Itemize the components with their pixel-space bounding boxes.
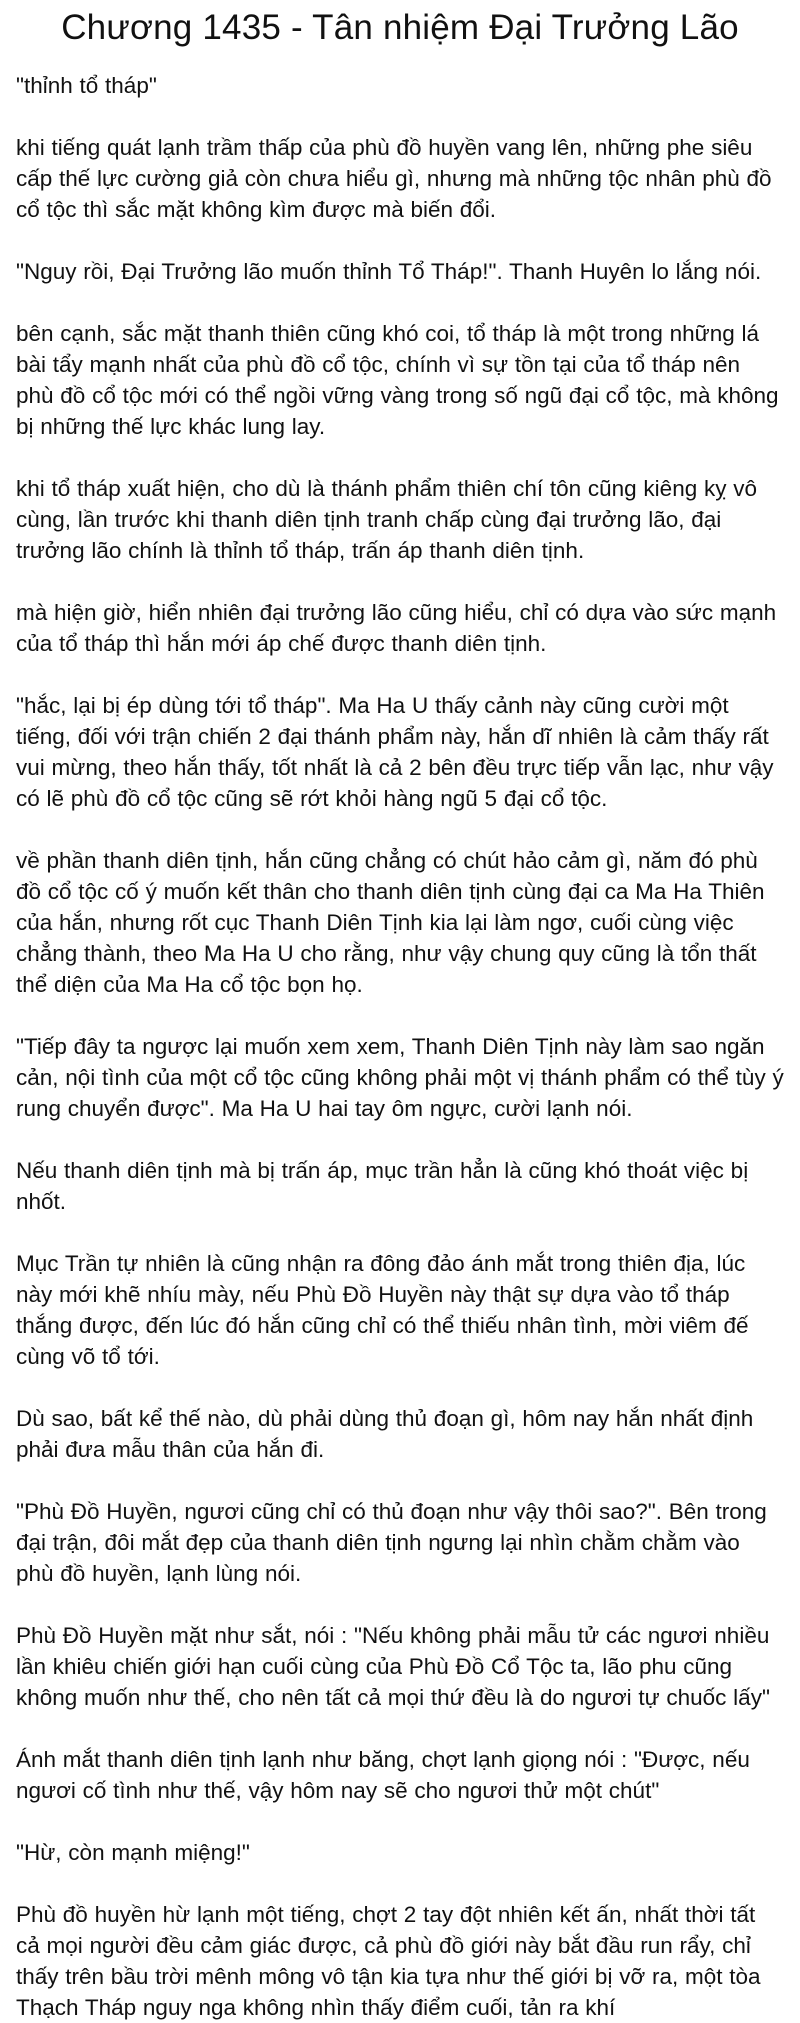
paragraph: Phù Đồ Huyền mặt như sắt, nói : "Nếu không phải mẫu tử các ngươi nhiều lần khiêu chiến giới hạn cuối cùng của Phù Đồ Cổ Tộc ta, lão phu cũng không muốn như thế, cho nên tất cả mọi thứ đều là do ngươi tự chuốc lấy" [16, 1623, 770, 1710]
chapter-title: Chương 1435 - Tân nhiệm Đại Trưởng Lão [61, 8, 739, 47]
paragraph: về phần thanh diên tịnh, hắn cũng chẳng có chút hảo cảm gì, năm đó phù đồ cổ tộc cố ý muốn kết thân cho thanh diên tịnh cùng đại ca Ma Ha Thiên của hắn, nhưng rốt cục Thanh Diên Tịnh kia lại làm ngơ, cuối cùng việc chẳng thành, theo Ma Ha U cho rằng, như vậy chung quy cũng là tổn thất thể diện của Ma Ha cổ tộc bọn họ. [16, 848, 765, 997]
paragraph: "Tiếp đây ta ngược lại muốn xem xem, Thanh Diên Tịnh này làm sao ngăn cản, nội tình của một cổ tộc cũng không phải một vị thánh phẩm có thể tùy ý rung chuyển được". Ma Ha U hai tay ôm ngực, cười lạnh nói. [16, 1034, 784, 1121]
paragraph: Dù sao, bất kể thế nào, dù phải dùng thủ đoạn gì, hôm nay hắn nhất định phải đưa mẫu thân của hắn đi. [16, 1406, 754, 1462]
paragraph: "Nguy rồi, Đại Trưởng lão muốn thỉnh Tổ Tháp!". Thanh Huyên lo lắng nói. [16, 259, 762, 284]
paragraph: "Hừ, còn mạnh miệng!" [16, 1840, 250, 1865]
chapter-content [16, 70, 784, 2023]
paragraph: bên cạnh, sắc mặt thanh thiên cũng khó coi, tổ tháp là một trong những lá bài tẩy mạnh nhất của phù đồ cổ tộc, chính vì sự tồn tại của tổ tháp nên phù đồ cổ tộc mới có thể ngồi vững vàng trong số ngũ đại cổ tộc, mà không bị những thế lực khác lung lay. [16, 321, 779, 439]
paragraph: "thỉnh tổ tháp" [16, 73, 157, 98]
paragraph: Mục Trần tự nhiên là cũng nhận ra đông đảo ánh mắt trong thiên địa, lúc này mới khẽ nhíu mày, nếu Phù Đồ Huyền này thật sự dựa vào tổ tháp thắng được, đến lúc đó hắn cũng chỉ có thể thiếu nhân tình, mời viêm đế cùng võ tổ tới. [16, 1251, 749, 1369]
paragraph: "hắc, lại bị ép dùng tới tổ tháp". Ma Ha U thấy cảnh này cũng cười một tiếng, đối với trận chiến 2 đại thánh phẩm này, hắn dĩ nhiên là cảm thấy rất vui mừng, theo hắn thấy, tốt nhất là cả 2 bên đều trực tiếp vẫn lạc, như vậy có lẽ phù đồ cổ tộc cũng sẽ rớt khỏi hàng ngũ 5 đại cổ tộc. [16, 693, 774, 811]
paragraph: mà hiện giờ, hiển nhiên đại trưởng lão cũng hiểu, chỉ có dựa vào sức mạnh của tổ tháp thì hắn mới áp chế được thanh diên tịnh. [16, 600, 777, 656]
paragraph: Ánh mắt thanh diên tịnh lạnh như băng, chợt lạnh giọng nói : "Được, nếu ngươi cố tình như thế, vậy hôm nay sẽ cho ngươi thử một chút" [16, 1747, 750, 1803]
paragraph: "Phù Đồ Huyền, ngươi cũng chỉ có thủ đoạn như vậy thôi sao?". Bên trong đại trận, đôi mắt đẹp của thanh diên tịnh ngưng lại nhìn chằm chằm vào phù đồ huyền, lạnh lùng nói. [16, 1499, 767, 1586]
paragraph: khi tổ tháp xuất hiện, cho dù là thánh phẩm thiên chí tôn cũng kiêng kỵ vô cùng, lần trước khi thanh diên tịnh tranh chấp cùng đại trưởng lão, đại trưởng lão chính là thỉnh tổ tháp, trấn áp thanh diên tịnh. [16, 476, 757, 563]
paragraph: khi tiếng quát lạnh trầm thấp của phù đồ huyền vang lên, những phe siêu cấp thế lực cường giả còn chưa hiểu gì, nhưng mà những tộc nhân phù đồ cổ tộc thì sắc mặt không kìm được mà biến đổi. [16, 135, 772, 222]
paragraph: Nếu thanh diên tịnh mà bị trấn áp, mục trần hẳn là cũng khó thoát việc bị nhốt. [16, 1158, 749, 1214]
paragraph: Phù đồ huyền hừ lạnh một tiếng, chợt 2 tay đột nhiên kết ấn, nhất thời tất cả mọi người đều cảm giác được, cả phù đồ giới này bắt đầu run rẩy, chỉ thấy trên bầu trời mênh mông vô tận kia tựa như thế giới bị vỡ ra, một tòa Thạch Tháp nguy nga không nhìn thấy điểm cuối, tản ra khí [16, 1902, 761, 2020]
